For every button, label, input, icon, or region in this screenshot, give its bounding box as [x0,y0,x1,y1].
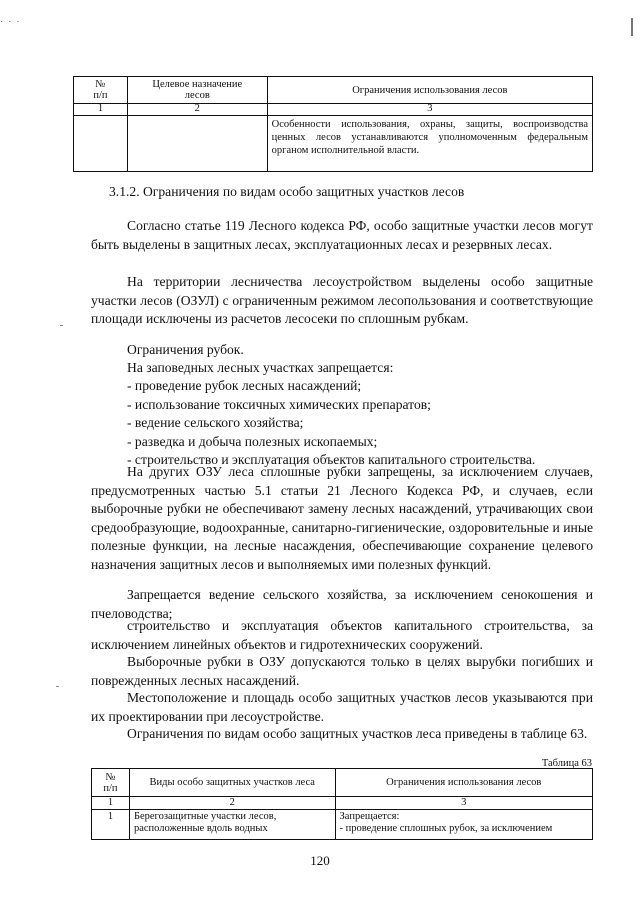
table-column-numbers [92,797,593,810]
table-header-row [74,77,593,104]
table-cell: Особенности использования, охраны, защиты, воспроизводства ценных лесов устанавливаются уполномоченным федеральным органом исполнительной власти. [267,116,592,172]
list-item: - проведение рубок лесных насаждений; [127,378,362,393]
page-number: 120 [310,853,330,868]
header-number: № п/п [92,769,130,797]
header-forest-type: Виды особо защитных участков леса [129,769,335,797]
restrictions-table-top [73,76,593,172]
table-cell: 1 [92,810,130,840]
table-cell: Запрещается: - проведение сплошных рубок, за исключением [335,810,592,840]
table-column-numbers [74,104,593,116]
prohibitions-list [127,377,593,470]
table-cell [127,116,267,172]
header-restrictions: Ограничения использования лесов [335,769,592,797]
paragraph: На других ОЗУ леса сплошные рубки запрещены, за исключением случаев, предусмотренных частью 5.1 статьи 21 Лесного Кодекса РФ, и случаев, если выборочные рубки не обеспечивают замену лесных насаждений, утрачивающих свои средообразующие, водоохранные, санитарно-гигиенические, оздоровительные и иные полезные функции, на лесные насаждения, обеспечивающие сохранение целевого назначения защитных лесов и выполняемых ими полезных функций. [91,464,593,572]
paragraph: Местоположение и площадь особо защитных участков лесов указываются при их проектировании при лесоустройстве. [91,690,593,724]
paragraph: На заповедных лесных участках запрещается: [127,360,394,375]
header-purpose: Целевое назначение лесов [127,77,267,104]
list-item: - строительство и эксплуатация объектов капитального строительства. [127,452,536,467]
scan-artifact-dots: · · · [0,16,21,27]
header-restrictions: Ограничения использования лесов [267,77,592,104]
header-number: № п/п [74,77,128,104]
paragraph: Выборочные рубки в ОЗУ допускаются только в целях вырубки погибших и поврежденных лесных насаждений. [91,654,593,688]
column-number: 1 [92,797,130,810]
paragraph: Ограничения рубок. [127,342,244,357]
column-number: 1 [74,104,128,116]
list-item: - ведение сельского хозяйства; [127,415,304,430]
section-heading: 3.1.2. Ограничения по видам особо защитных участков лесов [109,184,465,199]
paragraph: Согласно статье 119 Лесного кодекса РФ, особо защитные участки лесов могут быть выделены в защитных лесах, эксплуатационных лесах и резервных лесах. [91,218,593,252]
scan-artifact-dash [60,325,63,326]
scan-artifact-line [631,18,633,36]
paragraph: строительство и эксплуатация объектов капитального строительства, за исключением линейных объектов и гидротехнических сооружений. [91,618,593,652]
list-item: - использование токсичных химических препаратов; [127,396,431,412]
column-number: 3 [267,104,592,116]
table-caption: Таблица 63 [541,758,592,769]
column-number: 2 [129,797,335,810]
paragraph: Запрещается ведение сельского хозяйства, за исключением сенокошения и пчеловодства; [91,587,593,621]
scan-artifact-dash [56,686,59,687]
table-header-row [92,769,593,797]
paragraph: На территории лесничества лесоустройством выделены особо защитные участки лесов (ОЗУЛ) с ограниченным режимом лесопользования и соответствующие площади исключены из расчетов лесосеки по сплошным рубкам. [91,274,593,326]
restrictions-table-bottom [91,768,593,840]
column-number: 2 [127,104,267,116]
table-row [92,810,593,840]
paragraph: Ограничения по видам особо защитных участков леса приведены в таблице 63. [127,726,588,741]
table-cell: Берегозащитные участки лесов, расположенные вдоль водных [129,810,335,840]
list-item: - разведка и добыча полезных ископаемых; [127,433,378,449]
column-number: 3 [335,797,592,810]
table-cell [74,116,128,172]
table-row [74,116,593,172]
